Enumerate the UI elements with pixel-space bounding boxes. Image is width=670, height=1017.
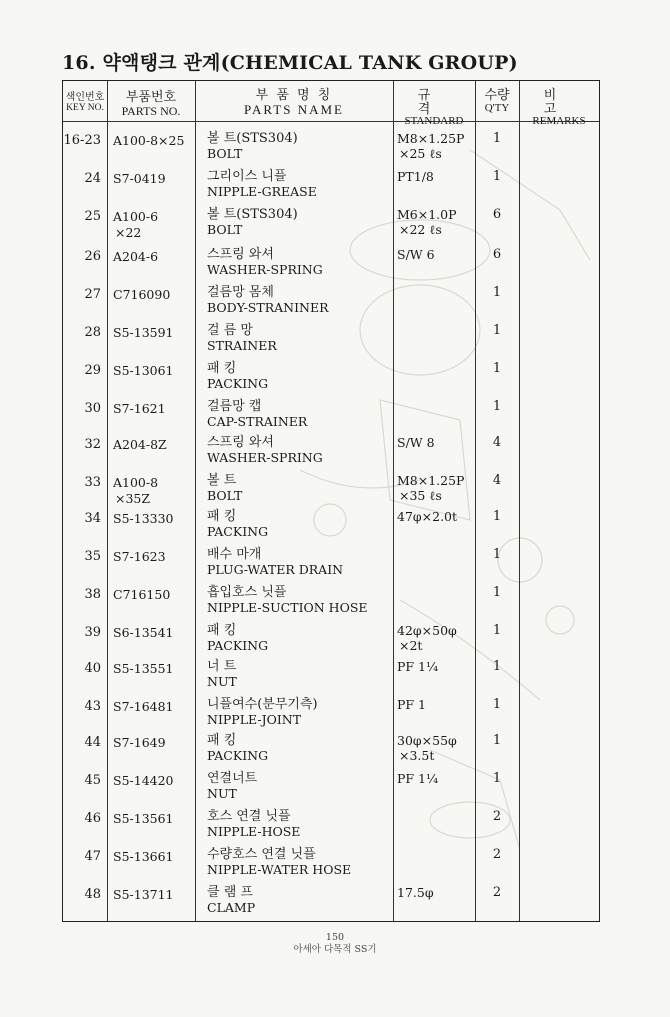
standard-cont: ×2t: [399, 638, 423, 653]
part-no: S5-13551: [113, 661, 174, 676]
part-no: S7-16481: [113, 699, 174, 714]
quantity: 1: [492, 547, 502, 562]
quantity: 2: [492, 847, 502, 862]
key-no: 24: [84, 171, 101, 186]
key-no: 35: [84, 549, 101, 564]
standard: M8×1.25P: [397, 473, 465, 488]
part-name-korean: 호스 연결 닛플: [207, 809, 291, 824]
quantity: 1: [492, 659, 502, 674]
part-name-korean: 그리이스 니플: [207, 169, 287, 184]
part-name-english: PACKING: [207, 748, 269, 763]
part-name-english: PACKING: [207, 638, 269, 653]
part-no: S5-13661: [113, 849, 174, 864]
part-no-cont: ×35Z: [115, 491, 151, 506]
part-name-english: BODY-STRANINER: [207, 300, 329, 315]
key-no: 48: [84, 887, 101, 902]
standard: PF 1¼: [397, 659, 439, 674]
part-name-korean: 배수 마개: [207, 547, 262, 562]
quantity: 2: [492, 809, 502, 824]
part-name-english: NIPPLE-SUCTION HOSE: [207, 600, 368, 615]
key-no: 40: [84, 661, 101, 676]
part-no: C716150: [113, 587, 171, 602]
key-no: 34: [84, 511, 101, 526]
part-no: A204-6: [113, 249, 159, 264]
header-remarks: 비 고 REMARKS: [532, 88, 586, 128]
part-name-korean: 볼 트(STS304): [207, 207, 298, 222]
header-standard: 규 격 STANDARD: [404, 88, 464, 128]
quantity: 1: [492, 323, 502, 338]
standard-cont: ×3.5t: [399, 748, 435, 763]
page-title: 16. 약액탱크 관계(CHEMICAL TANK GROUP): [62, 52, 518, 74]
part-name-korean: 클 램 프: [207, 885, 253, 900]
part-no: A100-8: [113, 475, 159, 490]
part-name-korean: 연결너트: [207, 771, 258, 786]
part-name-korean: 흡입호스 닛플: [207, 585, 287, 600]
part-name-korean: 너 트: [207, 659, 237, 674]
part-name-english: NIPPLE-JOINT: [207, 712, 302, 727]
key-no: 29: [84, 363, 101, 378]
key-no: 30: [84, 401, 101, 416]
part-name-english: BOLT: [207, 146, 243, 161]
part-name-korean: 스프링 와셔: [207, 435, 274, 450]
quantity: 1: [492, 361, 502, 376]
quantity: 1: [492, 169, 502, 184]
part-name-english: NUT: [207, 786, 237, 801]
standard: PT1/8: [397, 169, 434, 184]
part-name-korean: 볼 트: [207, 473, 237, 488]
part-name-english: BOLT: [207, 222, 243, 237]
key-no: 43: [84, 699, 101, 714]
standard: 42φ×50φ: [397, 623, 457, 638]
key-no: 26: [84, 249, 101, 264]
quantity: 1: [492, 623, 502, 638]
quantity: 4: [492, 435, 502, 450]
quantity: 1: [492, 771, 502, 786]
standard-cont: ×22 ℓs: [399, 222, 442, 237]
page-number: 150: [325, 932, 345, 943]
part-name-korean: 걸름망 몸체: [207, 285, 274, 300]
part-name-korean: 패 킹: [207, 509, 237, 524]
part-no: C716090: [113, 287, 171, 302]
part-name-korean: 수량호스 연결 닛플: [207, 847, 316, 862]
part-no: A204-8Z: [113, 437, 167, 452]
part-name-english: BOLT: [207, 488, 243, 503]
standard: M8×1.25P: [397, 131, 465, 146]
standard: S/W 8: [397, 435, 435, 450]
part-name-korean: 스프링 와셔: [207, 247, 274, 262]
part-no: S7-0419: [113, 171, 166, 186]
key-no: 45: [84, 773, 101, 788]
quantity: 6: [492, 207, 502, 222]
part-name-korean: 걸름망 캡: [207, 399, 262, 414]
header-part-no: 부품번호 PARTS NO.: [121, 90, 181, 118]
quantity: 2: [492, 885, 502, 900]
part-no: S7-1649: [113, 735, 166, 750]
parts-table: [62, 80, 600, 922]
part-name-english: WASHER-SPRING: [207, 450, 323, 465]
key-no: 16-23: [63, 133, 101, 148]
part-name-english: NIPPLE-WATER HOSE: [207, 862, 352, 877]
standard: 17.5φ: [397, 885, 434, 900]
part-name-korean: 패 킹: [207, 361, 237, 376]
part-name-english: WASHER-SPRING: [207, 262, 323, 277]
part-name-english: NUT: [207, 674, 237, 689]
part-no-cont: ×22: [115, 225, 142, 240]
quantity: 1: [492, 733, 502, 748]
standard: PF 1: [397, 697, 427, 712]
key-no: 32: [84, 437, 101, 452]
key-no: 47: [84, 849, 101, 864]
part-name-english: NIPPLE-GREASE: [207, 184, 317, 199]
key-no: 27: [84, 287, 101, 302]
standard: 30φ×55φ: [397, 733, 457, 748]
quantity: 4: [492, 473, 502, 488]
quantity: 1: [492, 285, 502, 300]
part-no: S6-13541: [113, 625, 174, 640]
part-name-english: NIPPLE-HOSE: [207, 824, 301, 839]
part-no: A100-6: [113, 209, 159, 224]
part-name-korean: 걸 름 망: [207, 323, 253, 338]
standard: M6×1.0P: [397, 207, 457, 222]
standard-cont: ×25 ℓs: [399, 146, 442, 161]
quantity: 1: [492, 697, 502, 712]
standard-cont: ×35 ℓs: [399, 488, 442, 503]
key-no: 44: [84, 735, 101, 750]
part-name-korean: 패 킹: [207, 733, 237, 748]
part-no: S7-1621: [113, 401, 166, 416]
key-no: 46: [84, 811, 101, 826]
quantity: 1: [492, 585, 502, 600]
part-name-korean: 볼 트(STS304): [207, 131, 298, 146]
standard: 47φ×2.0t: [397, 509, 458, 524]
part-name-english: STRAINER: [207, 338, 277, 353]
part-no: S5-13591: [113, 325, 174, 340]
part-name-korean: 패 킹: [207, 623, 237, 638]
model-name: 아세아 다목적 SS기: [293, 944, 377, 955]
part-no: S5-13061: [113, 363, 174, 378]
part-no: S5-14420: [113, 773, 174, 788]
part-no: A100-8×25: [113, 133, 185, 148]
key-no: 39: [84, 625, 101, 640]
quantity: 1: [492, 131, 502, 146]
key-no: 33: [84, 475, 101, 490]
quantity: 6: [492, 247, 502, 262]
standard: PF 1¼: [397, 771, 439, 786]
part-no: S5-13711: [113, 887, 174, 902]
part-name-english: CAP-STRAINER: [207, 414, 308, 429]
header-key: 색인번호 KEY NO.: [65, 92, 105, 113]
quantity: 1: [492, 509, 502, 524]
header-qty: 수량 Q'TY: [484, 88, 510, 114]
part-no: S5-13561: [113, 811, 174, 826]
part-name-english: PACKING: [207, 524, 269, 539]
part-name-english: PACKING: [207, 376, 269, 391]
part-name-english: CLAMP: [207, 900, 256, 915]
page-footer: [0, 932, 670, 956]
part-name-english: PLUG-WATER DRAIN: [207, 562, 344, 577]
header-parts-name: 부 품 명 칭 PARTS NAME: [243, 88, 344, 117]
standard: S/W 6: [397, 247, 435, 262]
part-name-korean: 니플여수(분무기측): [207, 697, 318, 712]
quantity: 1: [492, 399, 502, 414]
key-no: 25: [84, 209, 101, 224]
key-no: 28: [84, 325, 101, 340]
part-no: S5-13330: [113, 511, 174, 526]
key-no: 38: [84, 587, 101, 602]
part-no: S7-1623: [113, 549, 166, 564]
